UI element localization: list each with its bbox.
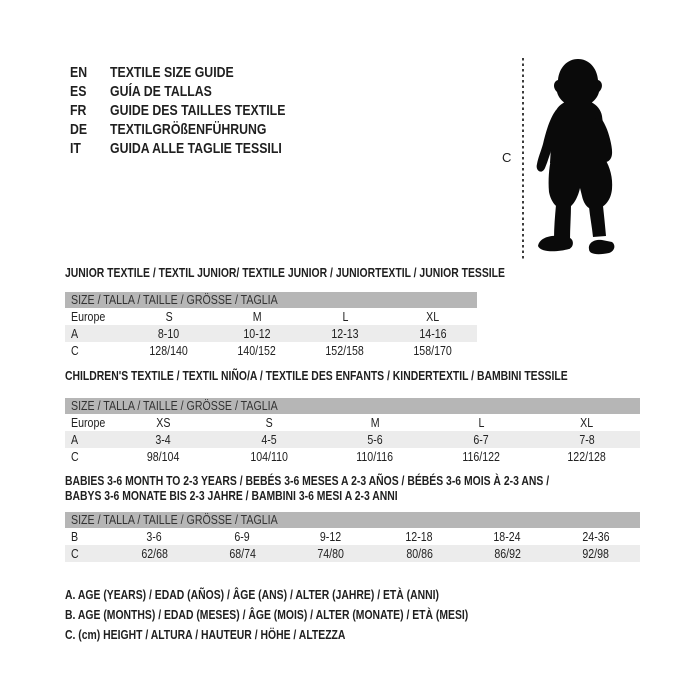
language-row-es <box>70 82 324 101</box>
language-code: ES <box>70 83 87 100</box>
size-cell: 80/86 <box>405 546 433 561</box>
size-cell: 7-8 <box>579 432 595 447</box>
table-row-europe <box>65 308 477 325</box>
row-label: C <box>71 449 79 464</box>
size-cell: 122/128 <box>567 449 607 464</box>
row-label: A <box>71 432 79 447</box>
language-list <box>70 63 324 158</box>
language-code: EN <box>70 64 88 81</box>
size-cell: 152/158 <box>325 343 365 358</box>
legend-line-a: A. AGE (YEARS) / EDAD (AÑOS) / ÂGE (ANS) / ALTER (JAHRE) / ETÀ (ANNI) <box>65 586 440 602</box>
size-cell: 92/98 <box>582 546 610 561</box>
size-cell: 12-13 <box>331 326 359 341</box>
toddler-silhouette <box>528 55 623 260</box>
language-row-de <box>70 120 324 139</box>
row-label: C <box>71 546 79 561</box>
size-cell: 74/80 <box>317 546 345 561</box>
size-cell: 68/74 <box>229 546 256 561</box>
table-row-height <box>65 342 477 359</box>
table-row-europe <box>65 414 640 431</box>
size-cell: L <box>478 415 484 430</box>
size-cell: 128/140 <box>149 343 189 358</box>
size-cell: 14-16 <box>419 326 447 341</box>
guide-title-es: GUÍA DE TALLAS <box>110 83 212 100</box>
size-cell: S <box>165 309 173 324</box>
guide-title-en: TEXTILE SIZE GUIDE <box>110 64 234 81</box>
language-row-fr <box>70 101 324 120</box>
size-cell: 158/170 <box>413 343 453 358</box>
legend-line-b: B. AGE (MONTHS) / EDAD (MESES) / ÂGE (MOIS) / ALTER (MONATE) / ETÀ (MESI) <box>65 606 469 622</box>
language-code: DE <box>70 121 88 138</box>
size-table-header: SIZE / TALLA / TAILLE / GRÖSSE / TAGLIA <box>65 512 640 528</box>
children-section-title: CHILDREN'S TEXTILE / TEXTIL NIÑO/A / TEXTILE DES ENFANTS / KINDERTEXTIL / BAMBINI TESSILE <box>65 368 568 383</box>
size-cell: M <box>370 415 380 430</box>
size-cell: 18-24 <box>493 529 522 544</box>
size-cell: 4-5 <box>261 432 277 447</box>
size-cell: 9-12 <box>320 529 342 544</box>
size-cell: 140/152 <box>237 343 277 358</box>
guide-title-de: TEXTILGRÖßENFÜHRUNG <box>110 121 267 138</box>
table-row-height <box>65 545 640 562</box>
size-table-header: SIZE / TALLA / TAILLE / GRÖSSE / TAGLIA <box>65 292 477 308</box>
language-row-en <box>70 63 324 82</box>
size-cell: 116/122 <box>462 449 500 464</box>
legend-line-c: C. (cm) HEIGHT / ALTURA / HAUTEUR / HÖHE / ALTEZZA <box>65 626 346 642</box>
size-cell: 12-18 <box>405 529 433 544</box>
row-label: Europe <box>71 309 106 324</box>
size-cell: 62/68 <box>140 546 168 561</box>
size-cell: 3-4 <box>155 432 171 447</box>
size-cell: 6-7 <box>473 432 489 447</box>
size-cell: 110/116 <box>356 449 394 464</box>
table-row-age-months <box>65 528 640 545</box>
size-cell: S <box>265 415 273 430</box>
table-row-age <box>65 325 477 342</box>
size-cell: 24-36 <box>582 529 610 544</box>
size-cell: XS <box>155 415 171 430</box>
height-measure-dashed-line <box>522 58 524 260</box>
size-cell: 86/92 <box>494 546 521 561</box>
size-cell: 5-6 <box>367 432 383 447</box>
size-cell: XL <box>426 309 440 324</box>
size-cell: 8-10 <box>158 326 180 341</box>
row-label: C <box>71 343 79 358</box>
guide-title-it: GUIDA ALLE TAGLIE TESSILI <box>110 140 282 157</box>
size-cell: 3-6 <box>146 529 162 544</box>
language-row-it <box>70 139 324 158</box>
size-cell: XL <box>580 415 594 430</box>
table-row-age <box>65 431 640 448</box>
size-cell: 98/104 <box>146 449 180 464</box>
babies-section-title: BABIES 3-6 MONTH TO 2-3 YEARS / BEBÉS 3-6 MESES A 2-3 AÑOS / BÉBÉS 3-6 MOIS À 2-3 ANS / BABYS 3-6 MONATE BIS 2-3 JAHRE / BAMBINI 3-6 MESI A 2-3 ANNI <box>65 473 550 503</box>
size-cell: L <box>342 309 348 324</box>
height-measure-label: C <box>502 150 512 165</box>
babies-size-table <box>65 512 640 562</box>
size-cell: 104/110 <box>250 449 288 464</box>
size-table-header: SIZE / TALLA / TAILLE / GRÖSSE / TAGLIA <box>65 398 640 414</box>
table-row-height <box>65 448 640 465</box>
legend <box>65 584 569 644</box>
junior-size-table <box>65 292 477 359</box>
language-code: FR <box>70 102 87 119</box>
size-cell: 10-12 <box>243 326 271 341</box>
row-label: B <box>71 529 79 544</box>
size-cell: 6-9 <box>234 529 251 544</box>
guide-title-fr: GUIDE DES TAILLES TEXTILE <box>110 102 286 119</box>
row-label: Europe <box>71 415 106 430</box>
size-cell: M <box>252 309 262 324</box>
junior-section-title: JUNIOR TEXTILE / TEXTIL JUNIOR/ TEXTILE JUNIOR / JUNIORTEXTIL / JUNIOR TESSILE <box>65 265 505 280</box>
row-label: A <box>71 326 79 341</box>
children-size-table <box>65 398 640 465</box>
language-code: IT <box>70 140 81 157</box>
